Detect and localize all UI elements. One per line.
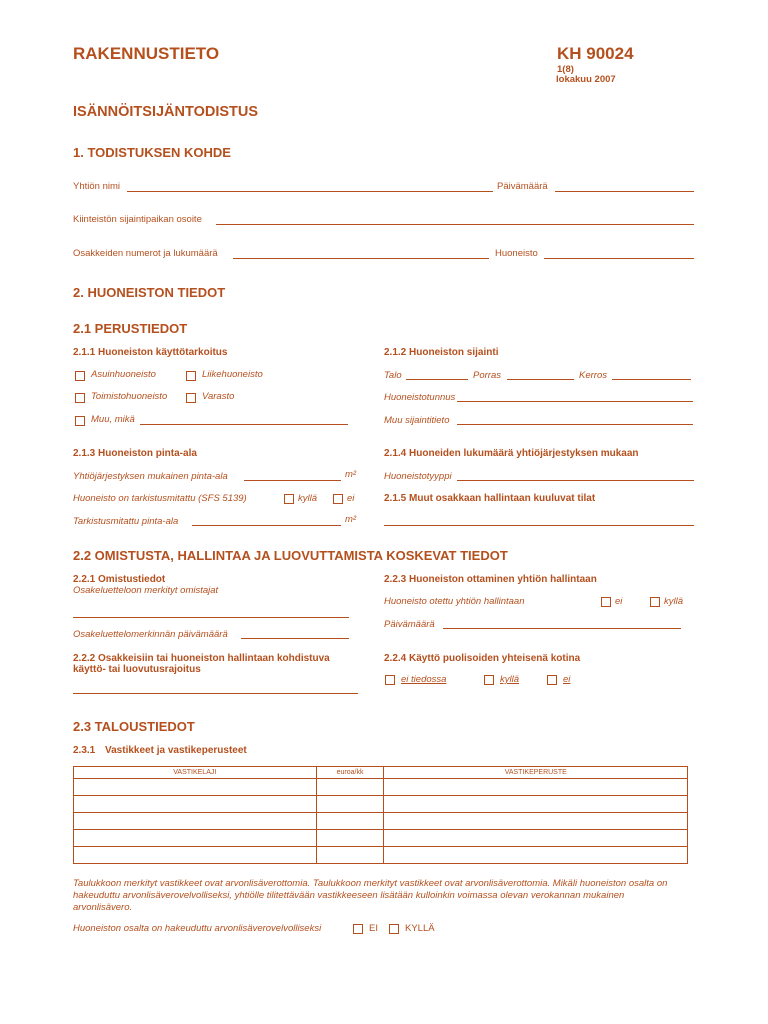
apartment-label: Huoneisto xyxy=(495,248,538,259)
table-cell[interactable] xyxy=(74,796,317,813)
column-header-charge-type: VASTIKELAJI xyxy=(74,767,317,779)
apartment-type-label: Huoneistotyyppi xyxy=(384,471,452,482)
vat-no-label: EI xyxy=(369,923,378,934)
checkbox-measured-no[interactable] xyxy=(333,494,343,504)
home-unknown-label: ei tiedossa xyxy=(401,674,447,685)
vat-question-label: Huoneiston osalta on hakeuduttu arvonlisäverovelvolliseksi xyxy=(73,923,322,934)
vat-yes-label: KYLLÄ xyxy=(405,923,435,934)
table-row xyxy=(74,830,688,847)
section-2-1-2-title: 2.1.2 Huoneiston sijainti xyxy=(384,347,499,358)
taken-over-label: Huoneisto otettu yhtiön hallintaan xyxy=(384,596,525,607)
floor-label: Kerros xyxy=(579,370,607,381)
section-2-2-3-title: 2.2.3 Huoneiston ottaminen yhtiön hallintaan xyxy=(384,574,597,585)
home-yes-label: kyllä xyxy=(500,674,520,685)
area-unit-2: m² xyxy=(345,514,357,525)
brand-title: RAKENNUSTIETO xyxy=(73,44,220,63)
section-2-3-1-number: 2.3.1 xyxy=(73,745,96,756)
table-header-row xyxy=(74,767,688,779)
document-date: lokakuu 2007 xyxy=(556,74,616,85)
shares-label: Osakkeiden numerot ja lukumäärä xyxy=(73,248,218,259)
shares-field[interactable] xyxy=(233,258,489,259)
section-2-3-1-title: Vastikkeet ja vastikeperusteet xyxy=(105,745,247,756)
area-articles-field[interactable] xyxy=(244,480,341,481)
section-2-1-4-title: 2.1.4 Huoneiden lukumäärä yhtiöjärjestyksen mukaan xyxy=(384,448,639,459)
address-field[interactable] xyxy=(216,224,694,225)
checkbox-home-no[interactable] xyxy=(547,675,557,685)
address-label: Kiinteistön sijaintipaikan osoite xyxy=(73,214,202,225)
table-cell[interactable] xyxy=(384,813,688,830)
table-cell[interactable] xyxy=(74,847,317,864)
table-cell[interactable] xyxy=(316,830,384,847)
page-number: 1(8) xyxy=(557,64,574,75)
measured-no-label: ei xyxy=(347,493,355,504)
table-cell[interactable] xyxy=(384,830,688,847)
table-cell[interactable] xyxy=(384,796,688,813)
table-row xyxy=(74,813,688,830)
checkbox-home-unknown[interactable] xyxy=(385,675,395,685)
section-2-2-2-title-2: käyttö- tai luovutusrajoitus xyxy=(73,664,201,675)
storage-label: Varasto xyxy=(202,391,235,402)
taken-no-label: ei xyxy=(615,596,623,607)
section-2-3-title: 2.3 TALOUSTIEDOT xyxy=(73,719,195,734)
section-2-1-3-title: 2.1.3 Huoneiston pinta-ala xyxy=(73,448,197,459)
table-cell[interactable] xyxy=(316,779,384,796)
section-2-1-title: 2.1 PERUSTIEDOT xyxy=(73,321,188,336)
apartment-field[interactable] xyxy=(544,258,694,259)
taken-yes-label: kyllä xyxy=(664,596,684,607)
area-unit-1: m² xyxy=(345,469,357,480)
section-2-2-title: 2.2 OMISTUSTA, HALLINTAA JA LUOVUTTAMISTA KOSKEVAT TIEDOT xyxy=(73,548,508,563)
company-name-field[interactable] xyxy=(127,191,493,192)
stairway-label: Porras xyxy=(473,370,501,381)
stairway-field[interactable] xyxy=(507,379,574,380)
checkbox-commercial[interactable] xyxy=(186,371,196,381)
taken-date-field[interactable] xyxy=(443,628,681,629)
office-label: Toimistohuoneisto xyxy=(91,391,168,402)
document-title: ISÄNNÖITSIJÄNTODISTUS xyxy=(73,104,259,120)
table-row xyxy=(74,779,688,796)
measured-area-label: Tarkistusmitattu pinta-ala xyxy=(73,516,179,527)
section-1-title: 1. TODISTUKSEN KOHDE xyxy=(73,145,231,160)
other-location-field[interactable] xyxy=(457,424,693,425)
building-label: Talo xyxy=(384,370,402,381)
checkbox-other[interactable] xyxy=(75,416,85,426)
residential-label: Asuinhuoneisto xyxy=(91,369,156,380)
other-spaces-field[interactable] xyxy=(384,525,694,526)
other-use-field[interactable] xyxy=(140,424,348,425)
home-no-label: ei xyxy=(563,674,571,685)
checkbox-home-yes[interactable] xyxy=(484,675,494,685)
charges-table xyxy=(73,766,688,864)
table-cell[interactable] xyxy=(74,779,317,796)
floor-field[interactable] xyxy=(612,379,691,380)
table-row xyxy=(74,796,688,813)
owners-field[interactable] xyxy=(73,617,349,618)
checkbox-office[interactable] xyxy=(75,393,85,403)
measured-label: Huoneisto on tarkistusmitattu (SFS 5139) xyxy=(73,493,247,504)
date-field[interactable] xyxy=(555,191,694,192)
date-label: Päivämäärä xyxy=(497,181,548,192)
checkbox-residential[interactable] xyxy=(75,371,85,381)
section-2-2-4-title: 2.2.4 Käyttö puolisoiden yhteisenä kotina xyxy=(384,653,581,664)
section-2-2-1-title: 2.2.1 Omistustiedot xyxy=(73,574,166,585)
document-code: KH 90024 xyxy=(557,44,634,63)
table-cell[interactable] xyxy=(316,813,384,830)
company-name-label: Yhtiön nimi xyxy=(73,181,120,192)
building-field[interactable] xyxy=(406,379,468,380)
apartment-type-field[interactable] xyxy=(457,480,694,481)
entry-date-field[interactable] xyxy=(241,638,349,639)
table-cell[interactable] xyxy=(384,847,688,864)
apartment-id-field[interactable] xyxy=(457,401,693,402)
section-2-1-1-title: 2.1.1 Huoneiston käyttötarkoitus xyxy=(73,347,228,358)
section-2-1-5-title: 2.1.5 Muut osakkaan hallintaan kuuluvat tilat xyxy=(384,493,596,504)
section-2-title: 2. HUONEISTON TIEDOT xyxy=(73,285,226,300)
checkbox-taken-yes[interactable] xyxy=(650,597,660,607)
measured-yes-label: kyllä xyxy=(298,493,318,504)
table-cell[interactable] xyxy=(316,847,384,864)
area-articles-label: Yhtiöjärjestyksen mukainen pinta-ala xyxy=(73,471,228,482)
owners-label: Osakeluetteloon merkityt omistajat xyxy=(73,585,219,596)
apartment-id-label: Huoneistotunnus xyxy=(384,392,456,403)
column-header-charge-basis: VASTIKEPERUSTE xyxy=(384,767,688,779)
entry-date-label: Osakeluettelomerkinnän päivämäärä xyxy=(73,629,228,640)
taken-date-label: Päivämäärä xyxy=(384,619,435,630)
commercial-label: Liikehuoneisto xyxy=(202,369,263,380)
section-2-2-2-title-1: 2.2.2 Osakkeisiin tai huoneiston hallintaan kohdistuva xyxy=(73,653,330,664)
other-label: Muu, mikä xyxy=(91,414,135,425)
table-cell[interactable] xyxy=(316,796,384,813)
column-header-euro-month: euroa/kk xyxy=(316,767,384,779)
table-cell[interactable] xyxy=(74,830,317,847)
checkbox-vat-no[interactable] xyxy=(353,924,363,934)
checkbox-measured-yes[interactable] xyxy=(284,494,294,504)
table-cell[interactable] xyxy=(74,813,317,830)
table-cell[interactable] xyxy=(384,779,688,796)
other-location-label: Muu sijaintitieto xyxy=(384,415,450,426)
table-row xyxy=(74,847,688,864)
checkbox-taken-no[interactable] xyxy=(601,597,611,607)
vat-note: Taulukkoon merkityt vastikkeet ovat arvonlisäverottomia. Taulukkoon merkityt vastikkeet ovat arvonlisäverottomia. Mikäli huoneiston osalta on hakeuduttu arvonlisäverovelvolliseksi, yhtiölle tilitettävään vastikkeeseen lisätään kulloinkin voimassa olevan verokannan mukainen arvonlisävero. xyxy=(73,878,668,913)
checkbox-vat-yes[interactable] xyxy=(389,924,399,934)
restriction-field[interactable] xyxy=(73,693,358,694)
measured-area-field[interactable] xyxy=(192,525,341,526)
checkbox-storage[interactable] xyxy=(186,393,196,403)
